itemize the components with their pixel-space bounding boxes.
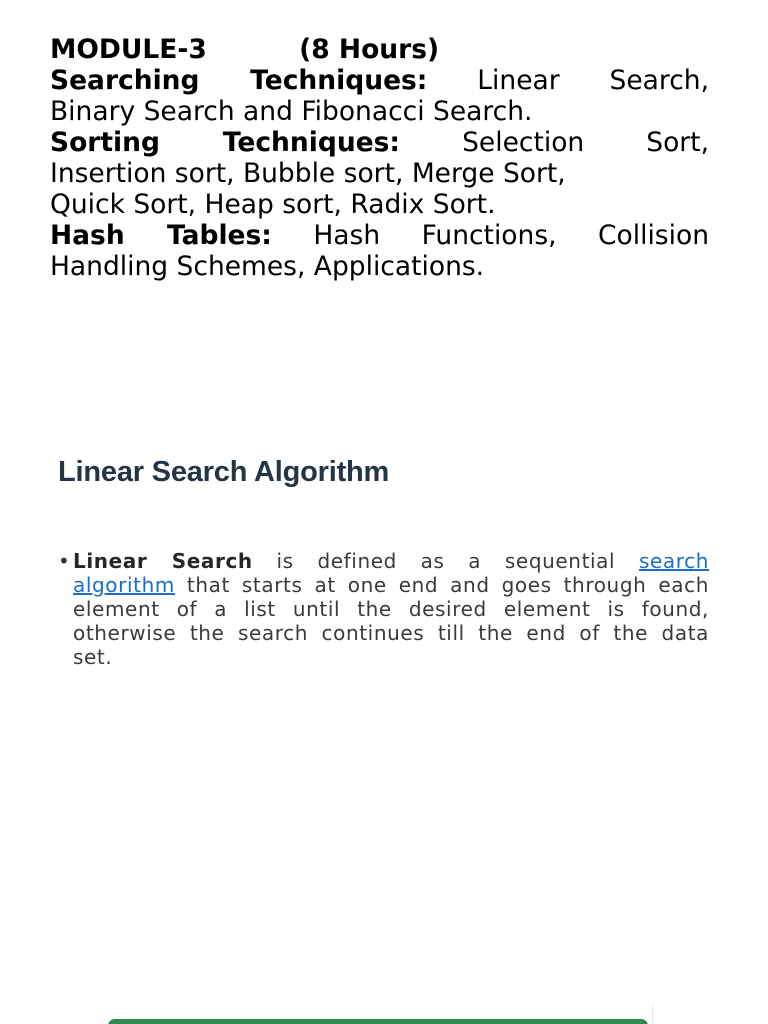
bullet-line-2-rest: that starts at one end and goes through each <box>186 573 709 597</box>
searching-line-1 <box>50 65 709 96</box>
searching-topics-1: Linear Search, <box>477 65 709 96</box>
hash-topics-2: Handling Schemes, Applications. <box>50 251 485 282</box>
hash-line-1 <box>50 220 709 251</box>
green-action-bar[interactable] <box>108 1019 648 1024</box>
sorting-line-1 <box>50 127 709 158</box>
sorting-label: Sorting Techniques: <box>50 127 401 158</box>
sorting-topics-1: Selection Sort, <box>462 127 709 158</box>
section-title: Linear Search Algorithm <box>58 456 390 488</box>
module-syllabus <box>50 34 709 282</box>
bullet-line-1-mid: is defined as a sequential <box>276 549 616 573</box>
bullet-line-2 <box>73 573 709 597</box>
sorting-topics-2: Insertion sort, Bubble sort, Merge Sort, <box>50 158 566 189</box>
bullet-line-3: element of a list until the desired element is found, <box>73 597 709 621</box>
hash-tables <box>50 220 709 282</box>
bullet-term: Linear Search <box>73 549 253 573</box>
sorting-topics-3: Quick Sort, Heap sort, Radix Sort. <box>50 189 496 220</box>
hash-topics-1: Hash Functions, Collision <box>313 220 709 251</box>
searching-label: Searching Techniques: <box>50 65 428 96</box>
hash-label: Hash Tables: <box>50 220 272 251</box>
bullet-line-5: set. <box>73 645 113 669</box>
searching-topics-2: Binary Search and Fibonacci Search. <box>50 96 533 127</box>
bullet-dot-icon: • <box>58 549 71 573</box>
module-hours: (8 Hours) <box>299 34 440 65</box>
search-algorithm-link-part-2[interactable]: algorithm <box>73 573 175 597</box>
bullet-text <box>73 549 709 669</box>
search-algorithm-link-part-1[interactable]: search <box>638 549 710 573</box>
bullet-line-1 <box>73 549 709 573</box>
module-number: MODULE-3 <box>50 34 207 65</box>
sorting-techniques <box>50 127 709 220</box>
bullet-item <box>58 549 709 669</box>
searching-techniques <box>50 65 709 127</box>
page-edge-divider <box>652 1004 653 1024</box>
bullet-line-4: otherwise the search continues till the end of the data <box>73 621 709 645</box>
module-heading <box>50 34 709 65</box>
